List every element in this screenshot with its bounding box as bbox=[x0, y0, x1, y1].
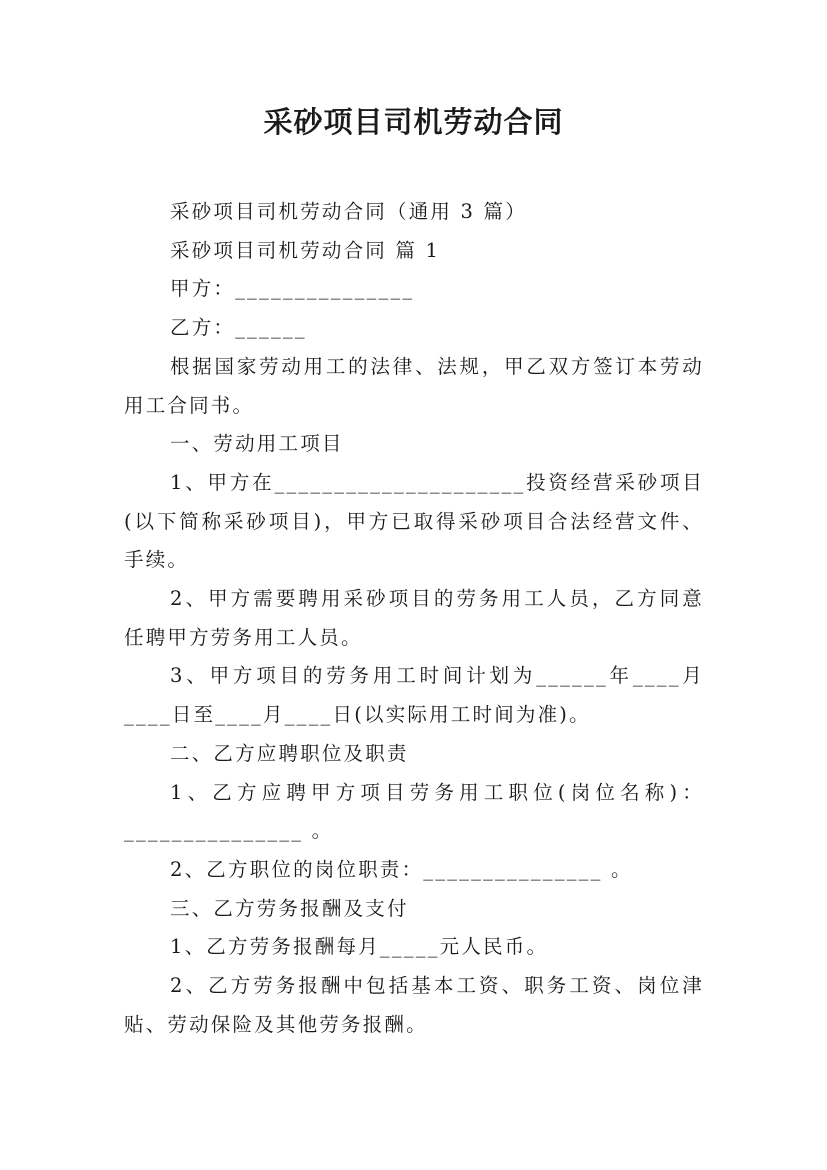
clause-heading-3: 三、乙方劳务报酬及支付 bbox=[170, 896, 409, 920]
clause-2-2: 2、乙方职位的岗位职责：_______________ 。 bbox=[170, 857, 633, 881]
document-title: 采砂项目司机劳动合同 bbox=[263, 105, 564, 139]
clause-2-1: 1、乙方应聘甲方项目劳务用工职位(岗位名称)：_______________ 。 bbox=[124, 780, 704, 843]
clause-1-2: 2、甲方需要聘用采砂项目的劳务用工人员，乙方同意任聘甲方劳务用工人员。 bbox=[124, 587, 704, 649]
party-a-line: 甲方：_______________ bbox=[170, 277, 415, 301]
intro-paragraph: 根据国家劳动用工的法律、法规，甲乙双方签订本劳动用工合同书。 bbox=[124, 354, 704, 417]
clause-1-3: 3、甲方项目的劳务用工时间计划为______年____月____日至____月____日(以实际用工时间为准)。 bbox=[124, 664, 704, 727]
clause-heading-2: 二、乙方应聘职位及职责 bbox=[170, 741, 409, 765]
clause-heading-1: 一、劳动用工项目 bbox=[170, 432, 344, 456]
section-heading: 采砂项目司机劳动合同 篇 1 bbox=[170, 238, 441, 262]
party-b-line: 乙方：______ bbox=[170, 316, 307, 340]
clause-1-1: 1、甲方在_____________________投资经营采砂项目(以下简称采砂项目)，甲方已取得采砂项目合法经营文件、手续。 bbox=[124, 470, 704, 572]
document-body bbox=[124, 193, 704, 1044]
subtitle-line: 采砂项目司机劳动合同（通用 3 篇） bbox=[170, 200, 527, 223]
clause-3-2: 2、乙方劳务报酬中包括基本工资、职务工资、岗位津贴、劳动保险及其他劳务报酬。 bbox=[124, 974, 704, 1036]
clause-3-1: 1、乙方劳务报酬每月_____元人民币。 bbox=[170, 935, 549, 959]
